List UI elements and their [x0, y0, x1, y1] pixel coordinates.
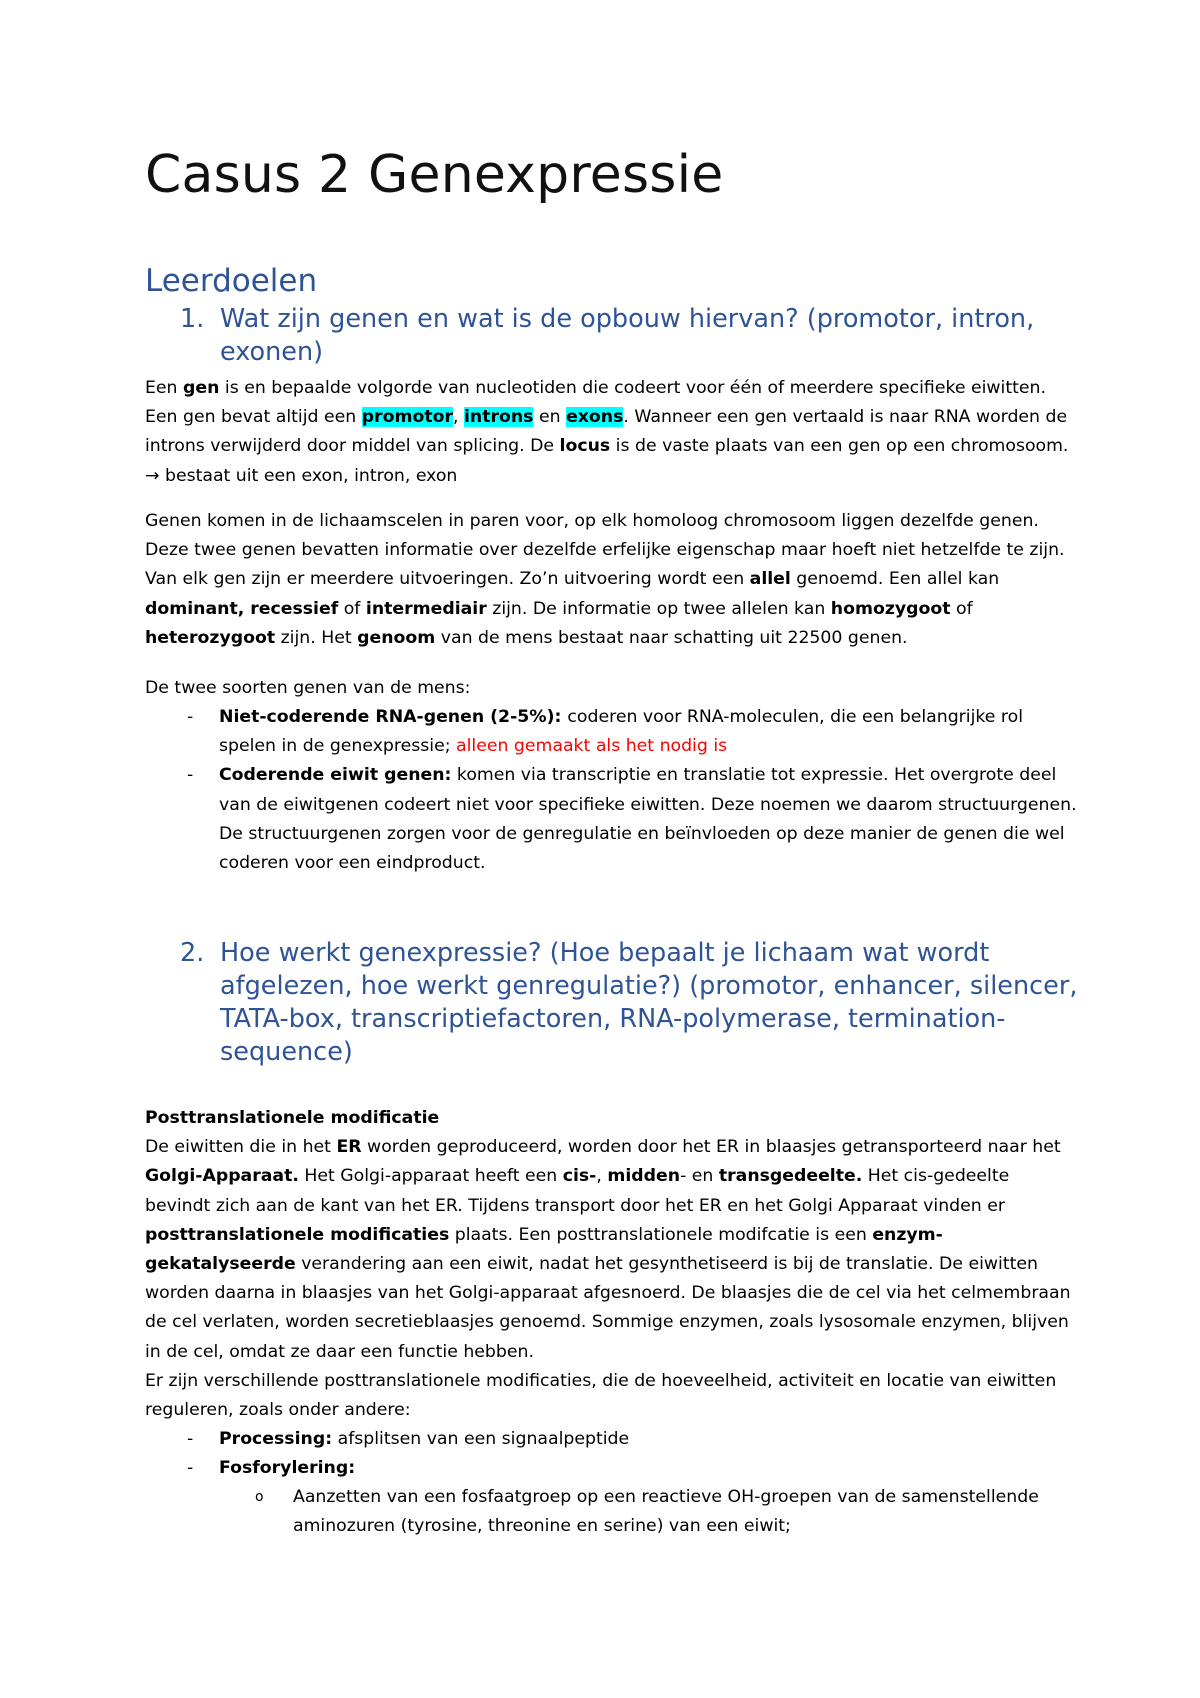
bold-term: midden — [607, 1166, 681, 1187]
paragraph-twee-soorten: De twee soorten genen van de mens: — [145, 678, 471, 698]
fosforylering-sublist — [145, 1483, 1080, 1541]
highlight-promotor: promotor — [361, 407, 453, 428]
bold-term: transgedeelte. — [718, 1166, 863, 1187]
bold-term-dominant: dominant, recessief — [145, 598, 339, 619]
text-run: . Wanneer een gen vertaald is naar RNA worden de introns verwijderd door middel van splicing. De — [145, 407, 1068, 457]
bold-term-gen: gen — [183, 378, 220, 398]
question-2-text: Hoe werkt genexpressie? (Hoe bepaalt je lichaam wat wordt afgelezen, hoe werkt genregulatie?) (promotor, enhancer, silencer, TATA-box, transcriptiefactoren, RNA-polymerase, termination-sequence) — [220, 938, 1078, 1067]
text-run: worden geproduceerd, worden door het ER in blaasjes getransporteerd naar het — [361, 1137, 1061, 1158]
question-2-heading — [180, 937, 1080, 1069]
question-1-heading — [180, 303, 1080, 369]
text-run: zijn. Het — [275, 627, 358, 648]
text-run: en — [533, 407, 567, 428]
list-item — [145, 1454, 1080, 1483]
red-note: alleen gemaakt als het nodig is — [456, 736, 728, 757]
heading-leerdoelen: Leerdoelen — [145, 263, 318, 299]
bold-term-locus: locus — [559, 436, 611, 457]
list-item — [145, 703, 1080, 761]
modifications-list — [145, 1425, 1080, 1483]
text-run: is de vaste plaats van een gen op een chromosoom. → bestaat uit een exon, intron, exon — [145, 436, 1069, 486]
text-run: of — [950, 598, 973, 619]
text-run: zijn. De informatie op twee allelen kan — [486, 598, 831, 619]
section-posttranslationele-modificatie — [145, 1104, 1080, 1425]
text-run: is en bepaalde volgorde van nucleotiden die codeert voor één of meerdere specifieke eiwitten. Een gen bevat altijd een — [145, 378, 1046, 428]
text-run: coderen voor RNA-moleculen, die een belangrijke rol spelen in de genexpressie; — [219, 707, 1023, 757]
question-2-number: 2. — [180, 938, 205, 968]
list-item — [145, 1425, 1080, 1454]
bold-term-genoom: genoom — [357, 627, 436, 648]
text-run: - en — [680, 1166, 719, 1187]
text-run: Aanzetten van een fosfaatgroep op een reactieve OH-groepen van de samenstellende aminozuren (tyrosine, threonine en serine) van een eiwit; — [293, 1487, 1039, 1537]
bullet-dash: - — [187, 707, 194, 727]
text-run: , — [453, 407, 464, 428]
text-run: komen via transcriptie en translatie tot expressie. Het overgrote deel van de eiwitgenen codeert niet voor specifieke eiwitten. Deze noemen we daarom structuurgenen. De structuurgenen zorgen voor de genregulatie en beïnvloeden op deze manier de genen die wel coderen voor een eindproduct. — [219, 765, 1077, 874]
paragraph-allelen — [145, 507, 1080, 653]
sublist-item — [145, 1483, 1080, 1541]
bold-term-heterozygoot: heterozygoot — [145, 627, 276, 648]
question-1-text: Wat zijn genen en wat is de opbouw hiervan? (promotor, intron, exonen) — [220, 304, 1035, 367]
text-run: , — [596, 1166, 608, 1187]
text-run: Het Golgi-apparaat heeft een — [298, 1166, 563, 1187]
text-run: afsplitsen van een signaalpeptide — [332, 1429, 630, 1449]
bold-term: Processing: — [219, 1429, 333, 1449]
subheading: Posttranslationele modificatie — [145, 1108, 440, 1128]
text-run: plaats. Een posttranslationele modifcatie is een — [449, 1224, 873, 1245]
bold-term: Niet-coderende RNA-genen — [219, 707, 485, 727]
text-run: Het cis-gedeelte bevindt zich aan de kant van het ER. Tijdens transport door het ER en het Golgi Apparaat vinden er — [145, 1166, 1010, 1216]
bullet-circle: o — [255, 1489, 264, 1505]
bold-term: enzym-gekatalyseerde — [145, 1224, 943, 1275]
text-run: of — [338, 598, 366, 619]
bold-term: Fosforylering: — [219, 1458, 356, 1479]
bullet-dash: - — [187, 1429, 194, 1449]
bold-term-homozygoot: homozygoot — [830, 598, 951, 619]
text-run: Een — [145, 378, 183, 398]
bullet-dash: - — [187, 1458, 194, 1479]
highlight-introns: introns — [464, 407, 534, 428]
text-run: Genen komen in de lichaamscelen in paren voor, op elk homoloog chromosoom liggen dezelfde genen. Deze twee genen bevatten informatie over dezelfde erfelijke eigenschap maar hoeft niet hetzelfde te zijn. Van elk gen zijn er meerdere uitvoeringen. Zo’n uitvoering wordt een — [145, 511, 1065, 590]
highlight-exons: exons — [566, 407, 624, 428]
bold-term-allel: allel — [749, 569, 791, 590]
bold-term: (2-5%): — [484, 707, 568, 727]
text-run: Er zijn verschillende posttranslationele modificaties, die de hoeveelheid, activiteit en locatie van eiwitten reguleren, zoals onder andere: — [145, 1370, 1057, 1421]
text-run: verandering aan een eiwit, nadat het gesynthetiseerd is bij de translatie. De eiwitten worden daarna in blaasjes van het Golgi-apparaat afgesnoerd. De blaasjes die de cel via het celmembraan de cel verlaten, worden secretieblaasjes genoemd. Sommige enzymen, zoals lysosomale enzymen, blijven in de cel, omdat ze daar een functie hebben. — [145, 1254, 1071, 1362]
gene-types-list — [145, 703, 1080, 878]
bold-term: posttranslationele modificaties — [145, 1224, 450, 1245]
text-run: De eiwitten die in het — [145, 1137, 337, 1158]
question-1-number: 1. — [180, 304, 205, 334]
bold-term-intermediair: intermediair — [365, 598, 487, 619]
bullet-dash: - — [187, 765, 194, 786]
list-item — [145, 761, 1080, 878]
page-title: Casus 2 Genexpressie — [145, 145, 724, 205]
bold-term: cis- — [562, 1166, 597, 1187]
paragraph-gen-definition — [145, 374, 1080, 491]
bold-term: Golgi-Apparaat. — [145, 1166, 299, 1187]
text-run: van de mens bestaat naar schatting uit 22500 genen. — [435, 627, 908, 648]
bold-term: ER — [336, 1137, 362, 1158]
text-run: genoemd. Een allel kan — [790, 569, 1000, 590]
bold-term: Coderende eiwit genen: — [219, 765, 452, 786]
